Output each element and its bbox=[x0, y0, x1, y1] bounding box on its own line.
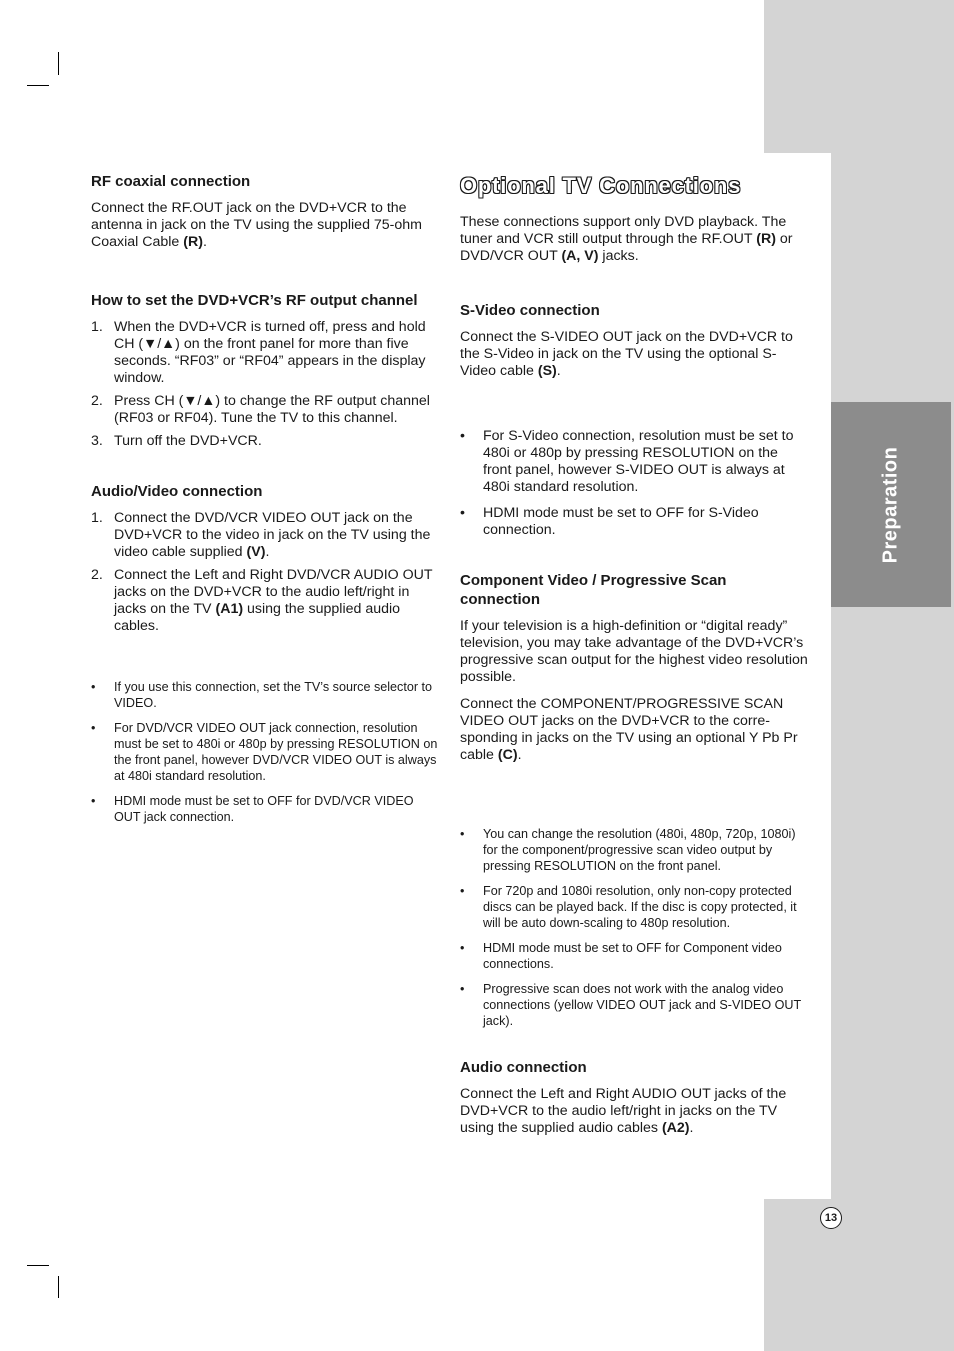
rf-channel-steps bbox=[91, 319, 441, 450]
section-tab bbox=[831, 402, 951, 607]
component-para-1: If your television is a high-definition or “digital ready” television, you may take advantage of the DVD+VCR’s progressive scan output for the highest video resolution possible. bbox=[460, 618, 808, 685]
cable-code: (S) bbox=[537, 363, 557, 379]
component-para-2: Connect the COMPONENT/PROGRESSIVE SCAN VIDEO OUT jacks on the DVD+VCR to the corre- sponding in jacks on the TV using an optional Y Pb Pr cable (C). bbox=[460, 696, 798, 763]
component-notes bbox=[460, 826, 810, 1029]
cable-code: (A, V) bbox=[561, 248, 599, 264]
cable-code: (C) bbox=[497, 747, 518, 763]
side-band-top bbox=[764, 0, 954, 153]
svideo-text: Connect the S-VIDEO OUT jack on the DVD+VCR to the S-Video in jack on the TV using the optional S-Video cable (S). bbox=[460, 329, 793, 379]
crop-mark-bottom-horizontal bbox=[27, 1265, 49, 1266]
av-heading: Audio/Video connection bbox=[91, 483, 263, 500]
list-item: 1. When the DVD+VCR is turned off, press and hold CH (▼/▲) on the front panel for more than five seconds. “RF03” or “RF04” appears in the display window. bbox=[91, 319, 426, 386]
audio-text: Connect the Left and Right AUDIO OUT jacks of the DVD+VCR to the audio left/right in jacks on the TV using the supplied audio cables (A2). bbox=[460, 1086, 787, 1136]
intro-text: These connections support only DVD playback. The tuner and VCR still output through the RF.OUT (R) or DVD/VCR OUT (A, V) jacks. bbox=[460, 214, 793, 264]
list-item: • HDMI mode must be set to OFF for DVD/VCR VIDEO OUT jack connection. bbox=[91, 794, 414, 824]
cable-code: (R) bbox=[183, 234, 203, 250]
left-column bbox=[91, 172, 441, 834]
right-column bbox=[460, 172, 810, 1147]
list-item: • For S-Video connection, resolution must be set to 480i or 480p by pressing RESOLUTION on the front panel, however S-VIDEO OUT is always at 480i standard resolution. bbox=[460, 428, 794, 495]
section-tab-label: Preparation bbox=[879, 446, 902, 563]
list-item: • Progressive scan does not work with the analog video connections (yellow VIDEO OUT jack and S-VIDEO OUT jack). bbox=[460, 982, 801, 1028]
svideo-heading: S-Video connection bbox=[460, 302, 600, 319]
page-number: 13 bbox=[820, 1207, 842, 1229]
rf-coax-text: Connect the RF.OUT jack on the DVD+VCR to the antenna in jack on the TV using the supplied 75-ohm Coaxial Cable (R). bbox=[91, 200, 423, 250]
list-item: 3. Turn off the DVD+VCR. bbox=[91, 433, 262, 449]
list-item: 2. Connect the Left and Right DVD/VCR AUDIO OUT jacks on the DVD+VCR to the audio left/right in jacks on the TV (A1) using the supplied audio cables. bbox=[91, 567, 433, 634]
list-item: • You can change the resolution (480i, 480p, 720p, 1080i) for the component/progressive scan video output by pressing RESOLUTION on the front panel. bbox=[460, 827, 796, 873]
crop-mark-top-vertical bbox=[58, 52, 59, 75]
list-item: • For 720p and 1080i resolution, only non-copy protected discs can be played back. If the disc is copy protected, it will be auto down-scaling to 480p resolution. bbox=[460, 884, 797, 930]
cable-code: (V) bbox=[246, 544, 266, 560]
cable-code: (A2) bbox=[661, 1120, 690, 1136]
cable-code: (A1) bbox=[215, 601, 244, 617]
svideo-notes bbox=[460, 428, 810, 539]
cable-code: (R) bbox=[756, 231, 776, 247]
page-title: Optional TV Connections bbox=[460, 173, 742, 198]
list-item: 2. Press CH (▼/▲) to change the RF output channel (RF03 or RF04). Tune the TV to this channel. bbox=[91, 393, 430, 426]
crop-mark-bottom-vertical bbox=[58, 1276, 59, 1298]
rf-channel-heading: How to set the DVD+VCR’s RF output channel bbox=[91, 292, 418, 309]
av-notes bbox=[91, 679, 441, 825]
list-item: 1. Connect the DVD/VCR VIDEO OUT jack on the DVD+VCR to the video in jack on the TV using the video cable supplied (V). bbox=[91, 510, 431, 560]
component-heading: Component Video / Progressive Scan connection bbox=[460, 572, 727, 608]
rf-coax-heading: RF coaxial connection bbox=[91, 173, 251, 190]
av-steps bbox=[91, 510, 441, 635]
list-item: • HDMI mode must be set to OFF for Component video connections. bbox=[460, 941, 782, 971]
crop-mark-top-horizontal bbox=[27, 85, 49, 86]
side-band-right bbox=[831, 153, 954, 1199]
side-band-bottom bbox=[764, 1199, 954, 1351]
list-item: • For DVD/VCR VIDEO OUT jack connection, resolution must be set to 480i or 480p by pressing RESOLUTION on the front panel, however DVD/VCR VIDEO OUT is always at 480i standard resolution. bbox=[91, 721, 438, 783]
list-item: • If you use this connection, set the TV’s source selector to VIDEO. bbox=[91, 680, 433, 710]
list-item: • HDMI mode must be set to OFF for S-Video connection. bbox=[460, 505, 759, 538]
audio-heading: Audio connection bbox=[460, 1059, 587, 1076]
